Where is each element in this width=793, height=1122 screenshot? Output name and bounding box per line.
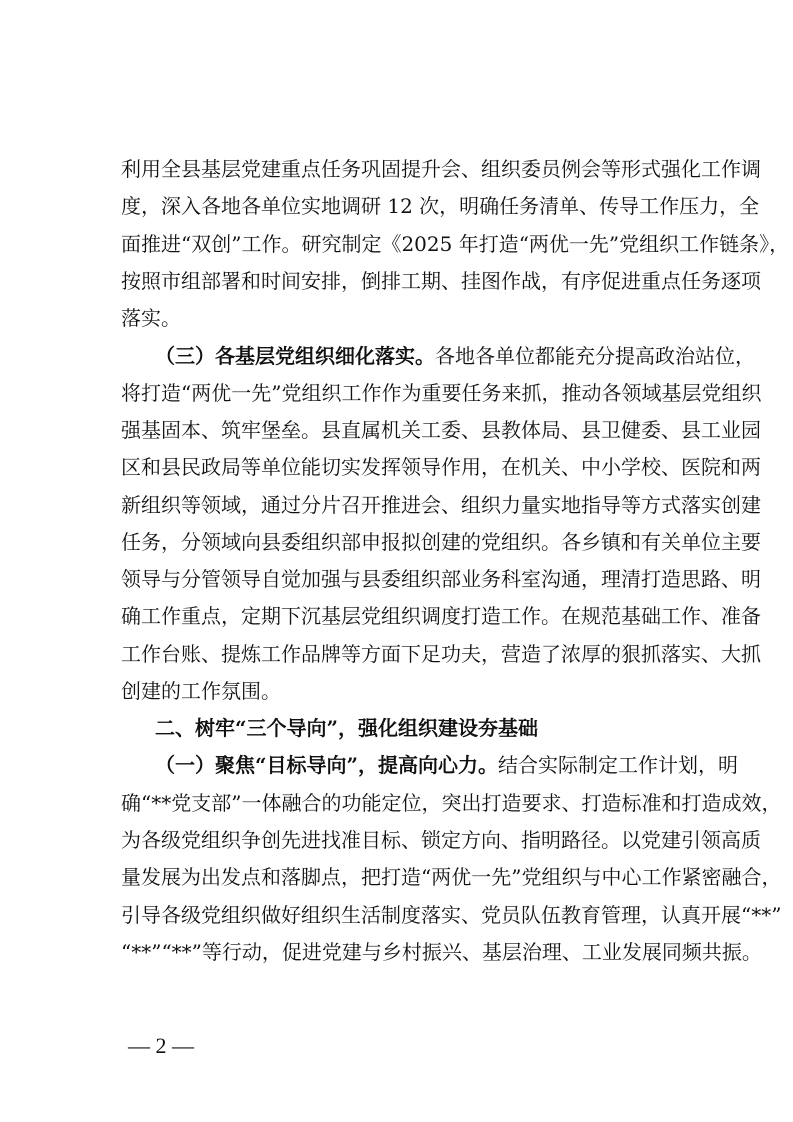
paragraph-2-lead: （三）各基层党组织细化落实。	[155, 344, 435, 368]
paragraph-1-line-4: 按照市组部署和时间安排，倒排工期、挂图作战，有序促进重点任务逐项	[121, 269, 761, 293]
paragraph-3-line-6: “**”“**”等行动，促进党建与乡村振兴、基层治理、工业发展同频共振。	[121, 940, 762, 964]
page-number: — 2 —	[128, 1033, 194, 1058]
paragraph-2-line-7: 领导与分管领导自觉加强与县委组织部业务科室沟通，理清打造思路、明	[121, 567, 761, 591]
paragraph-3-line-5: 引导各级党组织做好组织生活制度落实、党员队伍教育管理，认真开展“**”	[121, 903, 782, 927]
paragraph-3-line-2: 确“**党支部”一体融合的功能定位，突出打造要求、打造标准和打造成效，	[121, 791, 782, 815]
paragraph-3-line-1	[155, 750, 739, 780]
paragraph-2-first-rest: 各地各单位都能充分提高政治站位，	[435, 344, 755, 368]
paragraph-3-lead: （一）聚焦“目标导向”，提高向心力。	[155, 753, 499, 777]
paragraph-1-line-1: 利用全县基层党建重点任务巩固提升会、组织委员例会等形式强化工作调	[121, 157, 761, 181]
paragraph-1-line-3: 面推进“双创”工作。研究制定《2025 年打造“两优一先”党组织工作链条》，	[121, 232, 790, 256]
paragraph-2-line-4: 区和县民政局等单位能切实发挥领导作用，在机关、中小学校、医院和两	[121, 455, 761, 479]
paragraph-2-line-3: 强基固本、筑牢堡垒。县直属机关工委、县教体局、县卫健委、县工业园	[121, 418, 761, 442]
paragraph-1-line-2: 度，深入各地各单位实地调研 12 次，明确任务清单、传导工作压力，全	[121, 194, 760, 218]
paragraph-2-line-5: 新组织等领域，通过分片召开推进会、组织力量实地指导等方式落实创建	[121, 493, 761, 517]
paragraph-2-line-9: 工作台账、提炼工作品牌等方面下足功夫，营造了浓厚的狠抓落实、大抓	[121, 642, 761, 666]
paragraph-3-line-4: 量发展为出发点和落脚点，把打造“两优一先”党组织与中心工作紧密融合，	[121, 865, 782, 889]
paragraph-3-line-3: 为各级党组织争创先进找准目标、锁定方向、指明路径。以党建引领高质	[121, 828, 761, 852]
paragraph-3-first-rest: 结合实际制定工作计划，明	[498, 753, 739, 777]
paragraph-1-line-5: 落实。	[121, 306, 181, 330]
section-heading-2: 二、树牢“三个导向”，强化组织建设夯基础	[155, 716, 539, 740]
paragraph-2-line-10: 创建的工作氛围。	[121, 679, 281, 703]
paragraph-2-line-8: 确工作重点，定期下沉基层党组织调度打造工作。在规范基础工作、准备	[121, 604, 761, 628]
paragraph-2-line-2: 将打造“两优一先”党组织工作作为重要任务来抓，推动各领域基层党组织	[121, 381, 762, 405]
paragraph-2-line-1	[155, 341, 755, 371]
paragraph-2-line-6: 任务，分领域向县委组织部申报拟创建的党组织。各乡镇和有关单位主要	[121, 530, 761, 554]
